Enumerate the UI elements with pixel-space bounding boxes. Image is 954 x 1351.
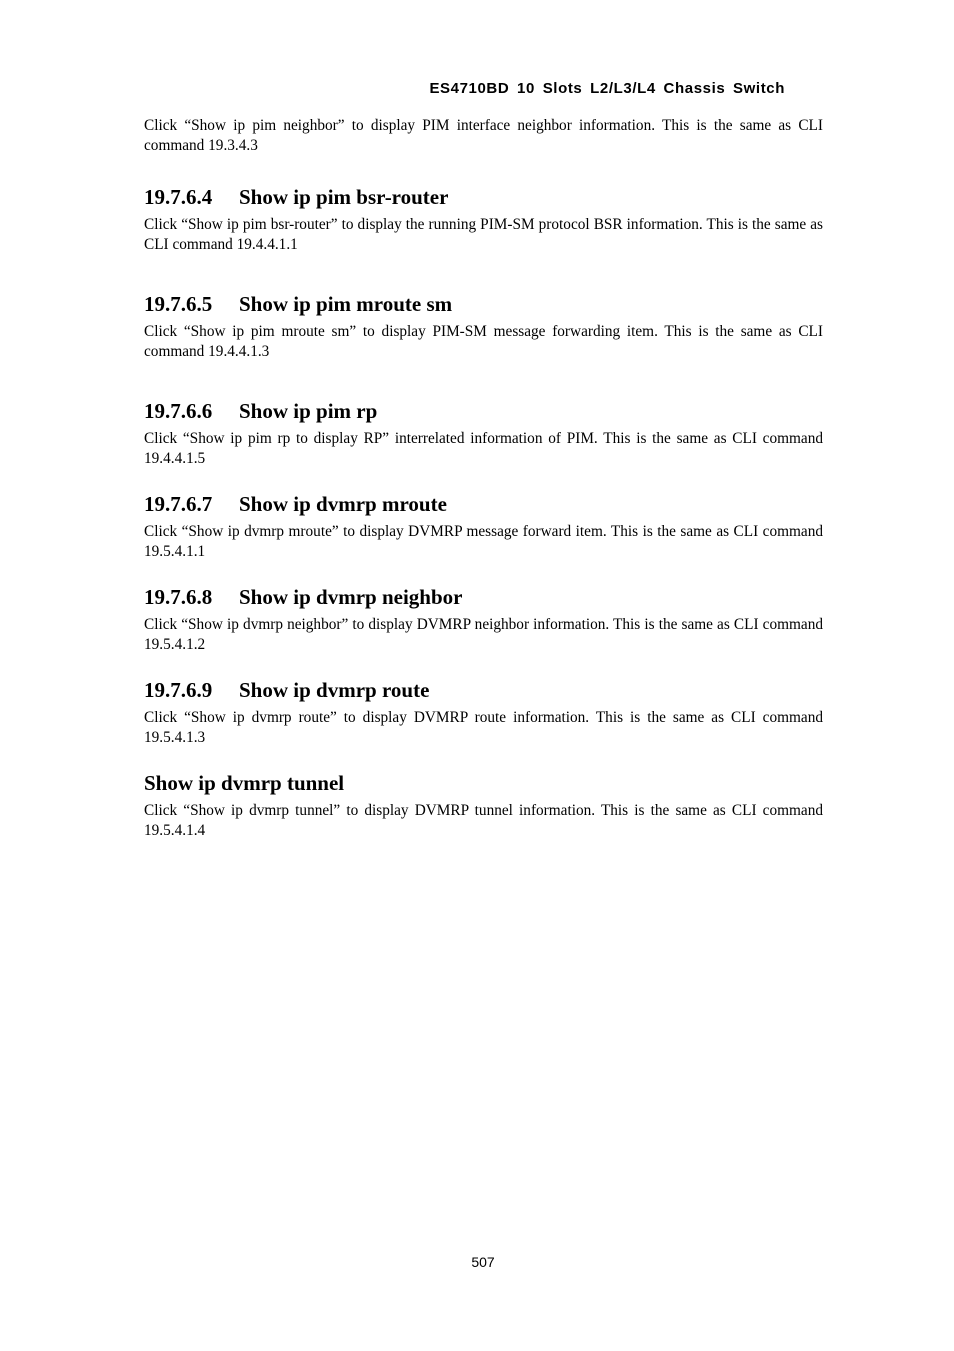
section-19-7-6-6 [144,398,823,469]
section-body: Click “Show ip dvmrp mroute” to display DVMRP message forward item. This is the same as CLI command 19.5.4.1.1 [144,523,823,560]
section-heading [144,584,823,610]
section-body: Click “Show ip dvmrp tunnel” to display DVMRP tunnel information. This is the same as CLI command 19.5.4.1.4 [144,802,823,839]
section-show-ip-dvmrp-tunnel [144,770,823,841]
section-number: 19.7.6.9 [144,678,213,702]
section-19-7-6-7 [144,491,823,562]
intro-paragraph: Click “Show ip pim neighbor” to display PIM interface neighbor information. This is the same as CLI command 19.3.4.3 [144,117,823,154]
section-heading [144,770,823,796]
section-number: 19.7.6.6 [144,399,213,423]
section-19-7-6-4 [144,184,823,255]
section-title: Show ip dvmrp tunnel [144,771,345,795]
section-heading [144,398,823,424]
section-title: Show ip pim rp [239,399,378,423]
page-number: 507 [471,1254,495,1270]
section-number: 19.7.6.5 [144,292,213,316]
section-body: Click “Show ip dvmrp neighbor” to display DVMRP neighbor information. This is the same as CLI command 19.5.4.1.2 [144,616,823,653]
section-body: Click “Show ip pim rp to display RP” interrelated information of PIM. This is the same as CLI command 19.4.4.1.5 [144,430,823,467]
section-19-7-6-5 [144,291,823,362]
section-title: Show ip dvmrp neighbor [239,585,463,609]
section-19-7-6-9 [144,677,823,748]
section-heading [144,291,823,317]
section-heading [144,491,823,517]
section-title: Show ip dvmrp route [239,678,430,702]
section-title: Show ip pim bsr-router [239,185,449,209]
section-19-7-6-8 [144,584,823,655]
section-body: Click “Show ip dvmrp route” to display DVMRP route information. This is the same as CLI command 19.5.4.1.3 [144,709,823,746]
section-heading [144,184,823,210]
section-number: 19.7.6.4 [144,185,213,209]
document-header: ES4710BD 10 Slots L2/L3/L4 Chassis Switch [429,80,785,97]
section-number: 19.7.6.8 [144,585,213,609]
section-heading [144,677,823,703]
section-body: Click “Show ip pim bsr-router” to display the running PIM-SM protocol BSR information. This is the same as CLI command 19.4.4.1.1 [144,216,823,253]
section-title: Show ip pim mroute sm [239,292,453,316]
document-body [144,116,823,841]
section-title: Show ip dvmrp mroute [239,492,447,516]
section-body: Click “Show ip pim mroute sm” to display PIM-SM message forwarding item. This is the same as CLI command 19.4.4.1.3 [144,323,823,360]
section-number: 19.7.6.7 [144,492,213,516]
